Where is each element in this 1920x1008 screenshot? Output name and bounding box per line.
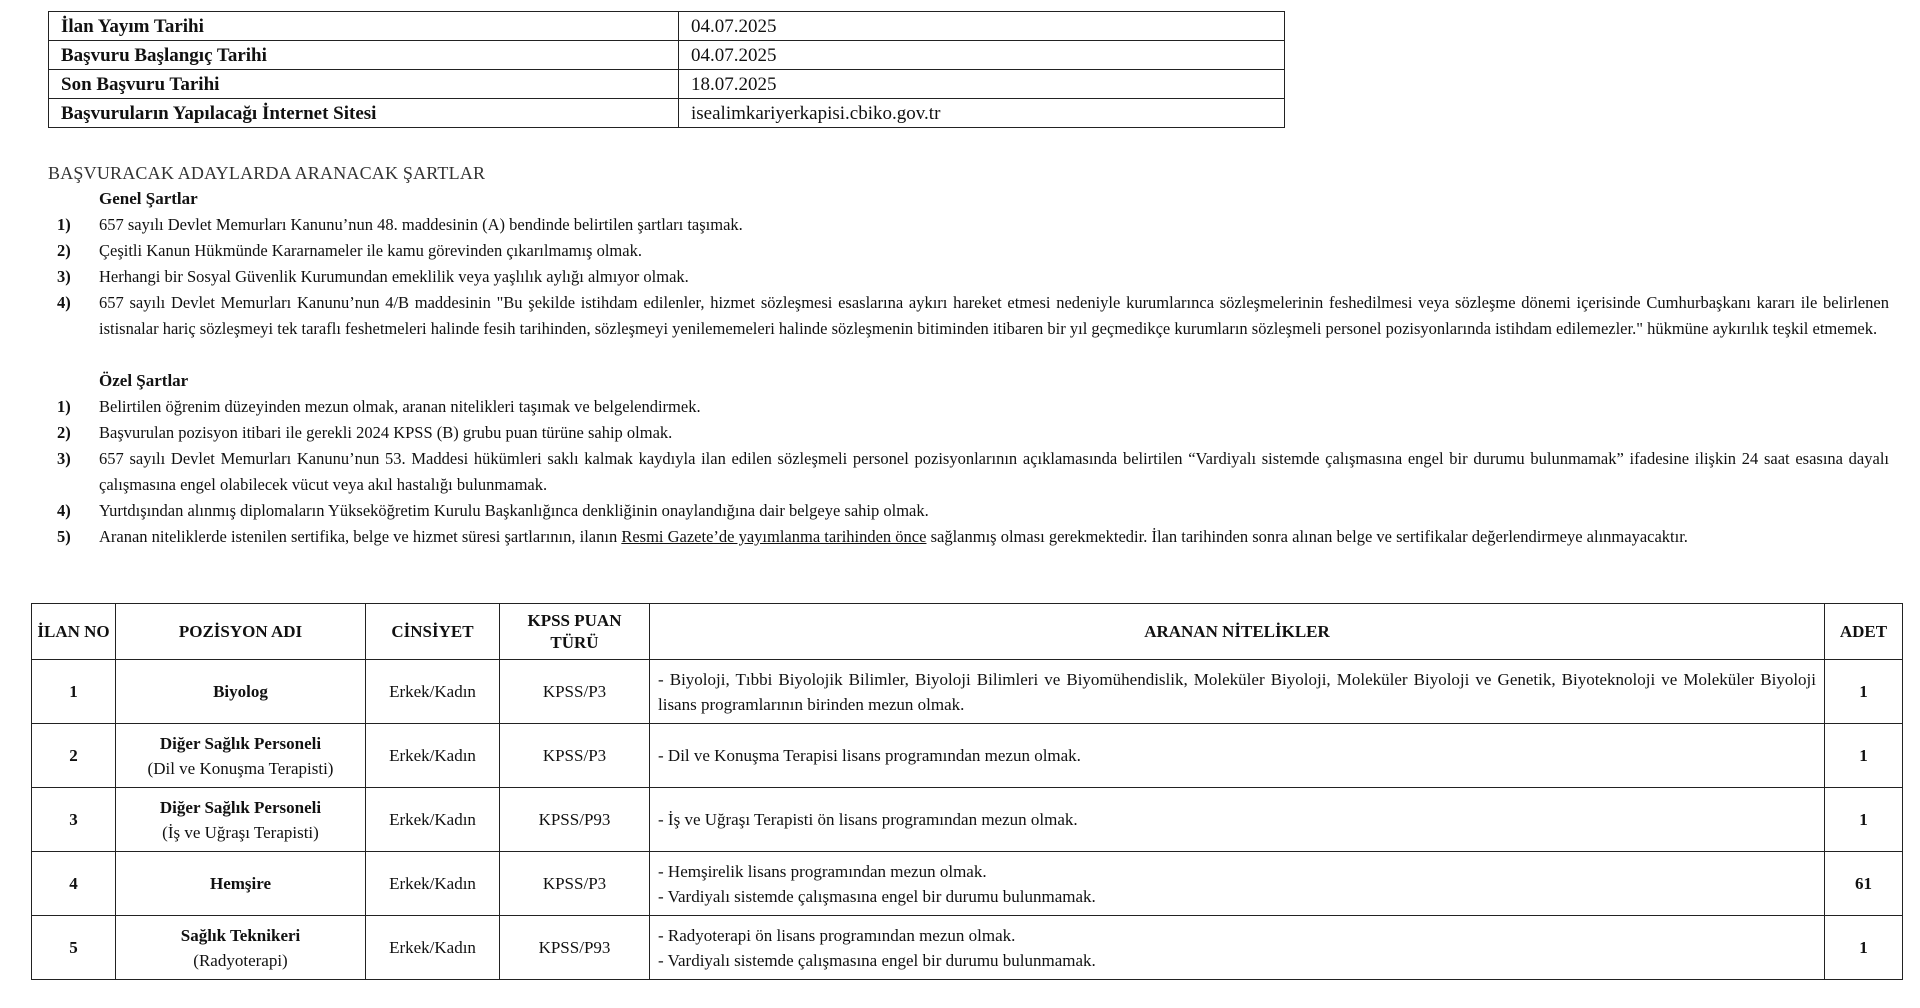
condition-number: 2) (57, 423, 71, 442)
condition-text-underlined: Resmi Gazete’de yayımlanma tarihinden önce (621, 527, 927, 546)
position-title: Diğer Sağlık Personeli (159, 797, 322, 817)
condition-text: 657 sayılı Devlet Memurları Kanunu’nun 48. maddesinin (A) bendinde belirtilen şartları taşımak. (99, 215, 743, 234)
cell-kpss-type: KPSS/P3 (500, 724, 650, 788)
header-kpss-type: KPSS PUAN TÜRÜ (500, 604, 650, 660)
general-condition-item (57, 238, 1889, 264)
condition-text: 657 sayılı Devlet Memurları Kanunu’nun 4/B maddesinin "Bu şekilde istihdam edilenler, hizmet sözleşmesi esaslarına aykırı hareket etmesi nedeniyle kurumlarınca sözleşmelerinin feshedilmesi veya sözleşme dönemi içerisinde Cumhurbaşkanı kararı ile belirlenen istisnalar hariç sözleşmeyi tek taraflı feshetmeleri halinde fesih tarihinden, sözleşmeyi yenilememeleri halinde sözleşmenin bitiminden itibaren bir yıl geçmedikçe kurumların sözleşmeli personel pozisyonlarında istihdam edilemezler." hükmüne aykırılık teşkil etmemek. (99, 293, 1889, 338)
cell-kpss-type: KPSS/P93 (500, 788, 650, 852)
cell-ilan-no: 5 (32, 916, 116, 980)
condition-text (99, 524, 1889, 550)
condition-number: 5) (57, 527, 71, 546)
position-title: Diğer Sağlık Personeli (159, 733, 322, 753)
info-label: Son Başvuru Tarihi (49, 70, 679, 99)
info-value: 04.07.2025 (679, 41, 1285, 70)
condition-number: 1) (57, 397, 71, 416)
table-row (32, 852, 1903, 916)
cell-qualifications (650, 852, 1825, 916)
cell-ilan-no: 4 (32, 852, 116, 916)
cell-count: 1 (1825, 916, 1903, 980)
positions-header-row (32, 604, 1903, 660)
cell-count: 1 (1825, 660, 1903, 724)
cell-ilan-no: 2 (32, 724, 116, 788)
position-title: Hemşire (209, 874, 272, 893)
table-row (32, 660, 1903, 724)
condition-text: 657 sayılı Devlet Memurları Kanunu’nun 53. Maddesi hükümleri saklı kalmak kaydıyla ilan edilen sözleşmeli personel pozisyonlarının açıklamasında belirtilen “Vardiyalı sistemde çalışmasına engel bir durumu bulunmamak” ifadesine ilişkin 24 saat esasına dayalı çalışmasına engel olabilecek vücut veya akıl hastalığı bulunmamak. (99, 449, 1889, 494)
info-row (49, 70, 1285, 99)
general-conditions-title: Genel Şartlar (99, 189, 198, 208)
special-condition-item (57, 394, 1889, 420)
table-row (32, 788, 1903, 852)
general-condition-item (57, 212, 1889, 238)
position-subtitle: (Dil ve Konuşma Terapisti) (147, 758, 334, 778)
condition-number: 1) (57, 215, 71, 234)
info-label: Başvuru Başlangıç Tarihi (49, 41, 679, 70)
info-row (49, 12, 1285, 41)
condition-number: 4) (57, 501, 71, 520)
special-conditions-title: Özel Şartlar (99, 371, 189, 390)
cell-kpss-type: KPSS/P93 (500, 916, 650, 980)
info-value: 04.07.2025 (679, 12, 1285, 41)
condition-text: Belirtilen öğrenim düzeyinden mezun olmak, aranan nitelikleri taşımak ve belgelendirmek. (99, 397, 701, 416)
qualification-line: - Radyoterapi ön lisans programından mezun olmak. (658, 925, 1016, 945)
info-value: 18.07.2025 (679, 70, 1285, 99)
condition-text: Çeşitli Kanun Hükmünde Kararnameler ile kamu görevinden çıkarılmamış olmak. (99, 241, 642, 260)
condition-number: 4) (57, 293, 71, 312)
header-ilan-no: İLAN NO (32, 604, 116, 660)
condition-number: 3) (57, 267, 71, 286)
condition-text-part: Aranan niteliklerde istenilen sertifika, belge ve hizmet süresi şartlarının, ilanın (99, 527, 622, 546)
cell-ilan-no: 3 (32, 788, 116, 852)
cell-gender: Erkek/Kadın (366, 724, 500, 788)
conditions-heading: BAŞVURACAK ADAYLARDA ARANACAK ŞARTLAR (48, 163, 486, 183)
condition-number: 2) (57, 241, 71, 260)
cell-ilan-no: 1 (32, 660, 116, 724)
table-row (32, 724, 1903, 788)
qualification-line: - Vardiyalı sistemde çalışmasına engel bir durumu bulunmamak. (658, 950, 1096, 970)
general-condition-item (57, 264, 1889, 290)
header-position-name: POZİSYON ADI (116, 604, 366, 660)
cell-gender: Erkek/Kadın (366, 788, 500, 852)
cell-position-name (116, 788, 366, 852)
header-gender: CİNSİYET (366, 604, 500, 660)
cell-gender: Erkek/Kadın (366, 852, 500, 916)
cell-count: 61 (1825, 852, 1903, 916)
info-row (49, 99, 1285, 128)
header-count: ADET (1825, 604, 1903, 660)
cell-qualifications (650, 916, 1825, 980)
condition-text: Başvurulan pozisyon itibari ile gerekli 2024 KPSS (B) grubu puan türüne sahip olmak. (99, 423, 673, 442)
cell-kpss-type: KPSS/P3 (500, 660, 650, 724)
special-condition-item (57, 446, 1889, 498)
cell-kpss-type: KPSS/P3 (500, 852, 650, 916)
info-label: Başvuruların Yapılacağı İnternet Sitesi (49, 99, 679, 128)
qualification-line: - İş ve Uğraşı Terapisti ön lisans programından mezun olmak. (658, 810, 1078, 829)
table-row (32, 916, 1903, 980)
condition-number: 3) (57, 449, 71, 468)
cell-gender: Erkek/Kadın (366, 916, 500, 980)
qualification-line: - Biyoloji, Tıbbi Biyolojik Bilimler, Biyoloji Bilimleri ve Biyomühendislik, Moleküler Biyoloji, Moleküler Biyoloji ve Genetik, Biyoteknoloji ve Moleküler Biyoloji lisans programlarının birinden mezun olmak. (658, 669, 1816, 714)
positions-table (31, 603, 1903, 980)
position-subtitle: (İş ve Uğraşı Terapisti) (162, 822, 319, 842)
special-condition-item (57, 498, 1889, 524)
cell-position-name (116, 852, 366, 916)
condition-text: Yurtdışından alınmış diplomaların Yükseköğretim Kurulu Başkanlığınca denkliğinin onaylandığına dair belgeye sahip olmak. (99, 501, 929, 520)
qualification-line: - Dil ve Konuşma Terapisi lisans programından mezun olmak. (658, 746, 1081, 765)
cell-qualifications (650, 724, 1825, 788)
qualification-line: - Hemşirelik lisans programından mezun olmak. (658, 861, 987, 881)
position-subtitle: (Radyoterapi) (193, 950, 288, 970)
position-title: Sağlık Teknikeri (180, 925, 301, 945)
special-condition-item (57, 420, 1889, 446)
position-title: Biyolog (213, 682, 268, 701)
cell-position-name (116, 916, 366, 980)
condition-text-part: sağlanmış olması gerekmektedir. İlan tarihinden sonra alınan belge ve sertifikalar değerlendirmeye alınmayacaktır. (926, 527, 1688, 546)
cell-qualifications (650, 660, 1825, 724)
general-condition-item (57, 290, 1889, 342)
application-info-table (48, 11, 1285, 128)
info-label: İlan Yayım Tarihi (49, 12, 679, 41)
header-qualifications: ARANAN NİTELİKLER (650, 604, 1825, 660)
cell-count: 1 (1825, 724, 1903, 788)
qualification-line: - Vardiyalı sistemde çalışmasına engel bir durumu bulunmamak. (658, 886, 1096, 906)
info-value-website: isealimkariyerkapisi.cbiko.gov.tr (679, 99, 1285, 128)
cell-qualifications (650, 788, 1825, 852)
cell-count: 1 (1825, 788, 1903, 852)
cell-gender: Erkek/Kadın (366, 660, 500, 724)
info-row (49, 41, 1285, 70)
cell-position-name (116, 724, 366, 788)
special-condition-item (57, 524, 1889, 550)
condition-text: Herhangi bir Sosyal Güvenlik Kurumundan emeklilik veya yaşlılık aylığı almıyor olmak. (99, 267, 689, 286)
cell-position-name (116, 660, 366, 724)
